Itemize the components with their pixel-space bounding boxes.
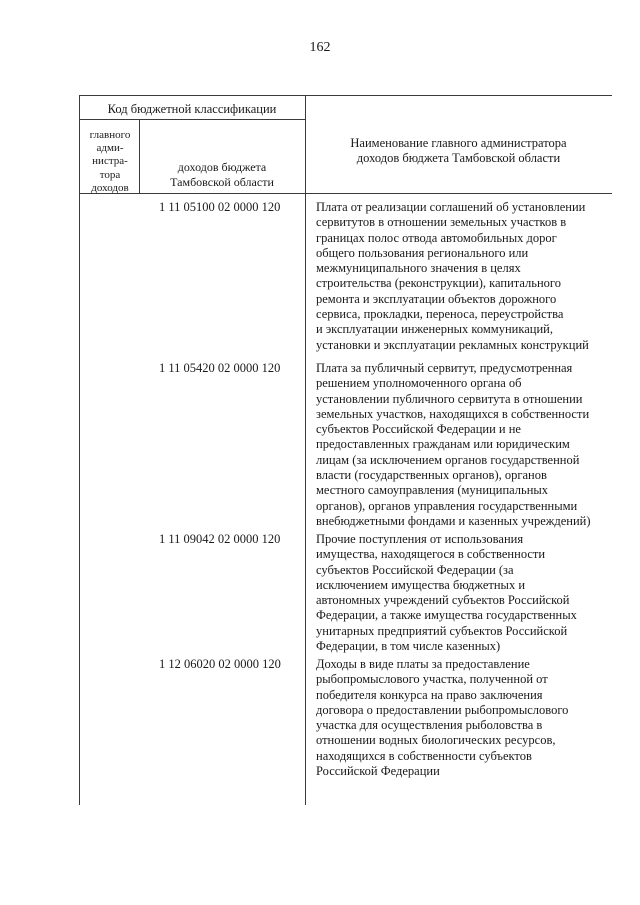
page-number: 162	[309, 40, 331, 55]
row-code: 1 11 09042 02 0000 120	[159, 532, 281, 546]
group-header-title: Код бюджетной классификации	[107, 102, 277, 116]
row-description: Прочие поступления от использования имущества, находящегося в собственности субъектов Российской Федерации (за исключением имущества бюджетных и автономных учреждений субъектов Российской Федерации, а также имущества государственных унитарных предприятий субъектов Российской Федерации, в том числе казенных)	[316, 532, 577, 654]
row-description: Доходы в виде платы за предоставление рыбопромыслового участка, полученной от победителя конкурса на право заключения договора о предоставлении рыбопромыслового участка для осуществления рыболовства в отношении водных биологических ресурсов, находящихся в собственности субъектов Российской Федерации	[316, 657, 569, 779]
budget-classification-table	[79, 95, 612, 805]
row-code: 1 11 05420 02 0000 120	[159, 361, 281, 375]
table-left-border	[79, 95, 80, 805]
name-column-header: Наименование главного администратора доходов бюджета Тамбовской области	[350, 136, 567, 165]
revenue-column-header: доходов бюджета Тамбовской области	[170, 160, 274, 189]
admin-column-header: главного адми- нистра- тора доходов	[89, 129, 131, 194]
row-description: Плата от реализации соглашений об установлении сервитутов в отношении земельных участков в границах полос отвода автомобильных дорог общего пользования регионального или межмуниципального значения в целях строительства (реконструкции), капитального ремонта и эксплуатации объектов дорожного сервиса, прокладки, переноса, переустройства и эксплуатации инженерных коммуникаций, установки и эксплуатации рекламных конструкций	[316, 200, 589, 352]
table-top-border	[79, 95, 612, 96]
group-header-underline	[79, 119, 305, 120]
header-bottom-border	[79, 193, 612, 194]
table-middle-border	[305, 95, 306, 805]
row-code: 1 11 05100 02 0000 120	[159, 200, 281, 214]
row-code: 1 12 06020 02 0000 120	[159, 657, 281, 671]
row-description: Плата за публичный сервитут, предусмотренная решением уполномоченного органа об установлении публичного сервитута в отношении земельных участков, находящихся в собственности субъектов Российской Федерации и не предоставленных гражданам или юридическим лицам (за исключением органов государственной власти (государственных органов), органов местного самоуправления (муниципальных органов), органов управления государственными внебюджетными фондами и казенных учреждений)	[316, 361, 591, 528]
